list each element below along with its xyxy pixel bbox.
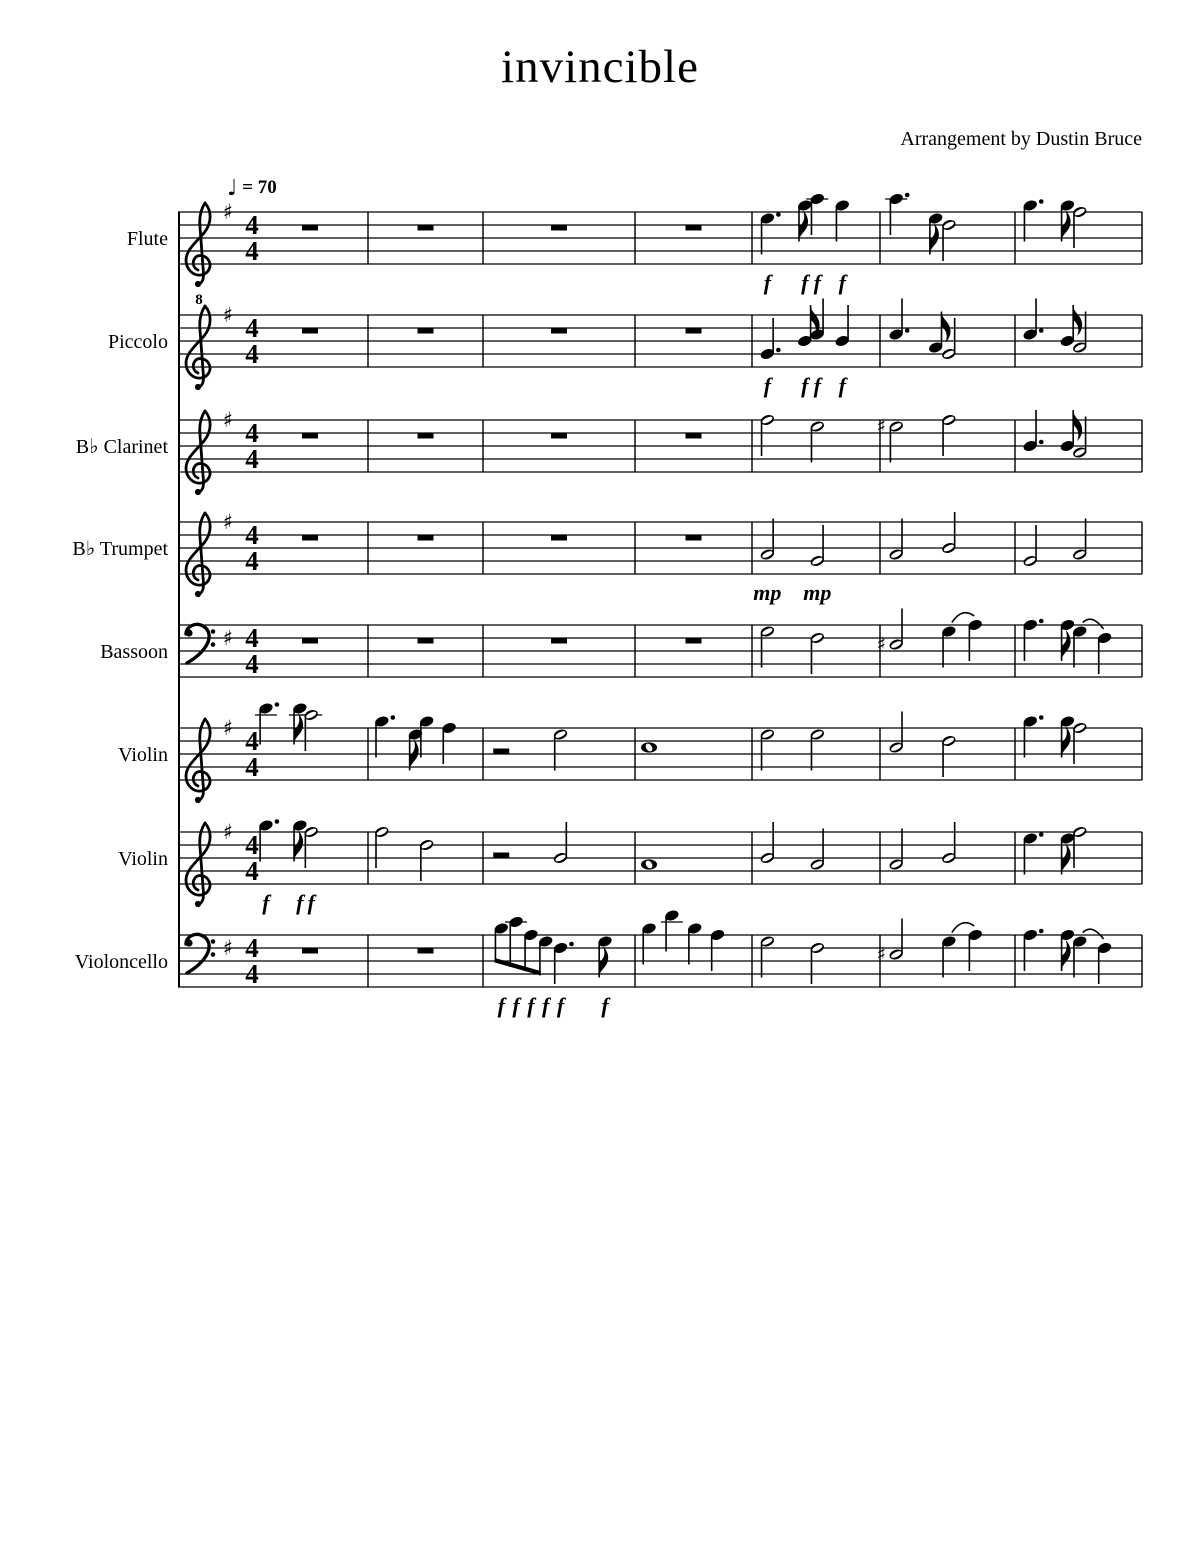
whole-rest — [686, 433, 702, 439]
augmentation-dot — [391, 715, 396, 720]
dynamic-marking: f — [307, 890, 315, 915]
clef-tail — [198, 719, 205, 801]
staff-label: Piccolo — [108, 331, 168, 353]
eighth-flag — [294, 831, 303, 862]
augmentation-dot — [569, 942, 574, 947]
eighth-flag — [294, 714, 303, 745]
dynamic-marking: mp — [803, 580, 832, 605]
eighth-flag — [799, 211, 808, 242]
whole-rest — [551, 328, 567, 334]
time-signature-numerator: 4 — [245, 418, 259, 448]
time-signature-denominator: 4 — [245, 649, 259, 679]
staff-group — [118, 819, 1142, 915]
key-signature-sharp-icon: ♯ — [222, 820, 234, 844]
time-signature-denominator: 4 — [245, 856, 259, 886]
treble-clef-icon — [186, 411, 210, 495]
slur — [952, 613, 974, 623]
dynamic-marking: f — [763, 373, 772, 398]
eighth-flag — [1062, 630, 1071, 661]
staff-group — [72, 510, 1142, 605]
time-signature-numerator: 4 — [245, 830, 259, 860]
staff-group — [127, 192, 1142, 295]
whole-rest — [686, 225, 702, 231]
tempo-text: = 70 — [242, 177, 277, 198]
eighth-flag — [599, 947, 608, 978]
treble-clef-icon — [186, 203, 210, 287]
time-signature-denominator: 4 — [245, 959, 259, 989]
whole-rest — [302, 225, 318, 231]
whole-rest — [686, 535, 702, 541]
time-signature-numerator: 4 — [245, 520, 259, 550]
whole-rest — [418, 535, 434, 541]
eighth-flag — [941, 312, 950, 343]
key-signature-sharp-icon: ♯ — [222, 716, 234, 740]
dynamic-marking: f — [801, 373, 809, 398]
time-signature-denominator: 4 — [245, 546, 259, 576]
whole-rest — [418, 328, 434, 334]
dynamic-marking: f — [262, 890, 270, 915]
augmentation-dot — [905, 328, 910, 333]
eighth-flag — [1062, 211, 1071, 242]
dynamic-marking: f — [556, 993, 565, 1018]
whole-rest — [551, 638, 567, 644]
staff-label: Violin — [118, 848, 168, 870]
dynamic-marking: f — [512, 993, 520, 1018]
whole-rest — [418, 948, 434, 954]
clef-dot — [211, 952, 216, 957]
time-signature-numerator: 4 — [245, 210, 259, 240]
whole-rest — [302, 433, 318, 439]
key-signature-sharp-icon: ♯ — [222, 936, 234, 960]
staff-label: Flute — [126, 228, 168, 250]
clef-dot — [195, 281, 201, 287]
time-signature-numerator: 4 — [245, 313, 259, 343]
whole-rest — [551, 433, 567, 439]
slur — [952, 923, 974, 933]
whole-rest — [551, 225, 567, 231]
treble-clef-icon — [186, 513, 210, 597]
whole-rest — [686, 638, 702, 644]
dynamic-marking: f — [813, 373, 821, 398]
whole-rest — [302, 638, 318, 644]
augmentation-dot — [275, 702, 280, 707]
dynamic-marking: f — [801, 270, 809, 295]
augmentation-dot — [275, 819, 280, 824]
clef-tail — [198, 411, 205, 493]
staff-group — [118, 702, 1142, 803]
augmentation-dot — [1039, 619, 1044, 624]
dynamic-marking: f — [527, 993, 535, 1018]
half-rest — [493, 749, 509, 755]
clef-dot — [195, 591, 201, 597]
augmentation-dot — [1039, 929, 1044, 934]
whole-rest — [418, 638, 434, 644]
key-signature-sharp-icon: ♯ — [222, 408, 234, 432]
augmentation-dot — [1039, 440, 1044, 445]
sharp-accidental-icon: ♯ — [876, 633, 886, 656]
treble-clef-icon — [186, 306, 210, 390]
dynamic-marking: f — [542, 993, 550, 1018]
clef-tail — [198, 306, 205, 388]
eighth-flag — [1062, 844, 1071, 875]
staff-group — [108, 292, 1142, 398]
clef-dot — [211, 642, 216, 647]
augmentation-dot — [1039, 199, 1044, 204]
time-signature-denominator: 4 — [245, 339, 259, 369]
eighth-flag — [1073, 305, 1082, 336]
staff-label: Violoncello — [74, 951, 168, 973]
sharp-accidental-icon: ♯ — [876, 415, 886, 438]
clef-dot — [195, 797, 201, 803]
treble-clef-icon — [186, 823, 210, 907]
eighth-flag — [1062, 727, 1071, 758]
dynamic-marking: f — [497, 993, 505, 1018]
clef-dot — [195, 384, 201, 390]
bass-clef-icon — [185, 934, 215, 973]
treble-clef-icon — [186, 719, 210, 803]
staff-label: Bassoon — [100, 641, 168, 663]
octave-8-mark: 8 — [195, 292, 203, 308]
dynamic-marking: f — [763, 270, 772, 295]
key-signature-sharp-icon: ♯ — [222, 510, 234, 534]
dynamic-marking: f — [296, 890, 304, 915]
staff-group — [75, 909, 1142, 1018]
whole-rest — [302, 328, 318, 334]
clef-tail — [198, 203, 205, 285]
key-signature-sharp-icon: ♯ — [222, 626, 234, 650]
eighth-flag — [1073, 410, 1082, 441]
whole-rest — [418, 433, 434, 439]
key-signature-sharp-icon: ♯ — [222, 200, 234, 224]
clef-dot — [195, 489, 201, 495]
whole-rest — [686, 328, 702, 334]
dynamic-marking: f — [838, 270, 846, 295]
staff-label: B♭ Trumpet — [72, 538, 168, 560]
staff-group — [100, 609, 1142, 680]
page-title: invincible — [501, 41, 699, 93]
sharp-accidental-icon: ♯ — [876, 943, 886, 966]
time-signature-numerator: 4 — [245, 726, 259, 756]
whole-rest — [551, 535, 567, 541]
whole-rest — [418, 225, 434, 231]
dynamic-marking: f — [813, 270, 821, 295]
dynamic-marking: f — [601, 993, 609, 1018]
time-signature-denominator: 4 — [245, 752, 259, 782]
dynamic-marking: f — [838, 373, 846, 398]
time-signature-numerator: 4 — [245, 623, 259, 653]
clef-tail — [198, 823, 205, 905]
augmentation-dot — [905, 193, 910, 198]
staff-label: Violin — [118, 744, 168, 766]
key-signature-sharp-icon: ♯ — [222, 303, 234, 327]
dynamic-marking: mp — [753, 580, 782, 605]
augmentation-dot — [1039, 715, 1044, 720]
clef-tail — [198, 513, 205, 595]
clef-dot — [211, 939, 216, 944]
staff-label: B♭ Clarinet — [75, 436, 168, 458]
bass-clef-icon — [185, 624, 215, 663]
augmentation-dot — [776, 348, 781, 353]
whole-rest — [302, 948, 318, 954]
eighth-flag — [930, 224, 939, 255]
slur — [1083, 619, 1104, 629]
time-signature-denominator: 4 — [245, 444, 259, 474]
time-signature-denominator: 4 — [245, 236, 259, 266]
slur — [1083, 929, 1104, 939]
arranger-credit: Arrangement by Dustin Bruce — [900, 128, 1142, 150]
eighth-flag — [1062, 940, 1071, 971]
clef-dot — [211, 629, 216, 634]
time-signature-numerator: 4 — [245, 933, 259, 963]
augmentation-dot — [1039, 328, 1044, 333]
staff-group — [76, 408, 1142, 495]
half-rest — [493, 853, 509, 859]
clef-dot — [195, 901, 201, 907]
whole-rest — [302, 535, 318, 541]
augmentation-dot — [776, 212, 781, 217]
augmentation-dot — [1039, 832, 1044, 837]
eighth-flag — [410, 740, 419, 771]
quarter-note-icon: ♩ — [227, 176, 238, 201]
